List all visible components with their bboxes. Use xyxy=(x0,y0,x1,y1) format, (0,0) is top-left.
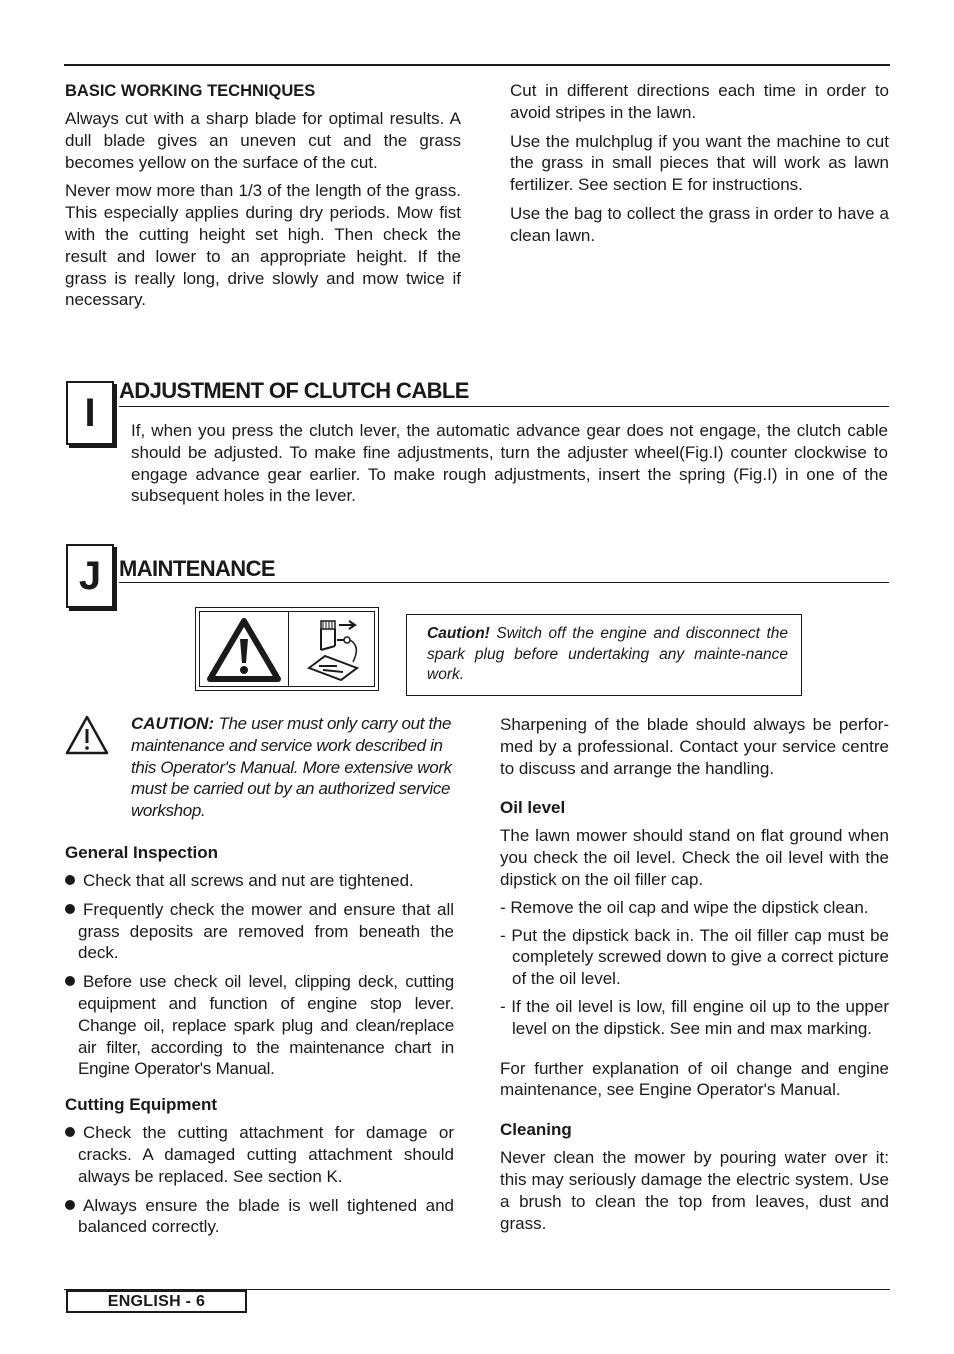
top-rule xyxy=(64,64,890,66)
basic-techniques-right-column xyxy=(510,80,889,254)
bullet-icon xyxy=(65,1127,75,1137)
spark-plug-disconnect-icon xyxy=(295,616,371,684)
section-i-text: If, when you press the clutch lever, the automatic advance gear does not engage, the clutch cable should be adjusted. To make fine adjustments, turn the adjuster wheel(Fig.I) counter clockwise to engage advance gear earlier. To make rough adjustments, insert the spring (Fig.I) in one of the subsequent holes in the lever. xyxy=(131,421,888,506)
bullet-icon xyxy=(65,875,75,885)
list-item: Frequently check the mower and ensure that all grass deposits are removed from beneath the deck. xyxy=(65,899,454,964)
general-inspection-heading: General Inspection xyxy=(65,843,219,862)
caution-triangle-icon xyxy=(64,714,110,756)
caution-note-label: CAUTION: xyxy=(131,714,215,733)
cutting-equipment-list xyxy=(65,1122,454,1238)
section-j-title-rule xyxy=(119,582,889,583)
oil-level-heading: Oil level xyxy=(500,798,566,818)
oil-level-intro: The lawn mower should stand on flat ground when you check the oil level. Check the oil level with the dipstick on the oil filler cap. xyxy=(500,826,889,889)
caution-box xyxy=(406,614,802,696)
warning-triangle-icon xyxy=(206,617,282,683)
basic-techniques-paragraph: Use the bag to collect the grass in order to have a clean lawn. xyxy=(510,203,889,245)
maintenance-left-column xyxy=(65,842,454,1245)
oil-level-further: For further explanation of oil change and engine maintenance, see Engine Operator's Manual. xyxy=(500,1058,889,1100)
caution-box-text: Switch off the engine and disconnect the spark plug before undertaking any mainte-nance work. xyxy=(427,625,788,683)
list-item: - Put the dipstick back in. The oil filler cap must be completely screwed down to give a correct picture of the oil level. xyxy=(500,925,889,989)
section-i-title: ADJUSTMENT OF CLUTCH CABLE xyxy=(119,378,469,403)
oil-level-steps xyxy=(500,897,889,1040)
caution-note xyxy=(131,713,461,822)
maintenance-right-column xyxy=(500,714,889,1234)
sharpening-text: Sharpening of the blade should always be perfor-med by a professional. Contact your service centre to discuss and arrange the handling. xyxy=(500,715,889,778)
basic-techniques-heading: BASIC WORKING TECHNIQUES xyxy=(65,82,316,100)
list-item: Check the cutting attachment for damage or cracks. A damaged cutting attachment should always be replaced. See section K. xyxy=(65,1122,454,1187)
basic-techniques-left-column xyxy=(65,80,461,318)
bullet-icon xyxy=(65,976,75,986)
list-item: Always ensure the blade is well tightened and balanced correctly. xyxy=(65,1195,454,1239)
section-j-letter-box: J xyxy=(66,544,114,608)
list-item: Before use check oil level, clipping deck, cutting equipment and function of engine stop lever. Change oil, replace spark plug and clean/replace air filter, according to the maintenance chart in Engine Operator's Manual. xyxy=(65,971,454,1080)
section-i-letter-box: I xyxy=(66,381,114,445)
warning-icon-panel xyxy=(195,607,379,691)
cleaning-heading: Cleaning xyxy=(500,1120,572,1140)
bullet-icon xyxy=(65,1200,75,1210)
caution-box-label: Caution! xyxy=(427,625,490,642)
page-footer-label: ENGLISH - 6 xyxy=(66,1290,247,1313)
basic-techniques-paragraph: Use the mulchplug if you want the machine to cut the grass in small pieces that will work as lawn fertilizer. See section E for instructions. xyxy=(510,131,889,195)
cleaning-text: Never clean the mower by pouring water over it: this may seriously damage the electric system. Use a brush to clean the top from leaves, dust and grass. xyxy=(500,1148,889,1233)
list-item: - Remove the oil cap and wipe the dipstick clean. xyxy=(500,897,869,917)
basic-techniques-paragraph: Always cut with a sharp blade for optimal results. A dull blade gives an uneven cut and the grass becomes yellow on the surface of the cut. xyxy=(65,109,461,172)
section-j-title: MAINTENANCE xyxy=(119,556,275,581)
cutting-equipment-heading: Cutting Equipment xyxy=(65,1095,218,1115)
basic-techniques-paragraph: Never mow more than 1/3 of the length of the grass. This especially applies during dry periods. Mow fist with the cutting height set high. Then check the result and lower to an appropriate height. If the grass is really long, drive slowly and mow twice if necessary. xyxy=(65,181,461,310)
caution-note-text: The user must only carry out the maintenance and service work described in this Operator's Manual. More extensive work must be carried out by an authorized service workshop. xyxy=(131,714,452,821)
general-inspection-list xyxy=(65,870,454,1080)
bullet-icon xyxy=(65,904,75,914)
list-item: - If the oil level is low, fill engine oil up to the upper level on the dipstick. See min and max marking. xyxy=(500,996,889,1038)
basic-techniques-paragraph: Cut in different directions each time in order to avoid stripes in the lawn. xyxy=(510,81,889,122)
list-item: Check that all screws and nut are tightened. xyxy=(65,870,454,892)
section-i-title-rule xyxy=(119,406,889,407)
